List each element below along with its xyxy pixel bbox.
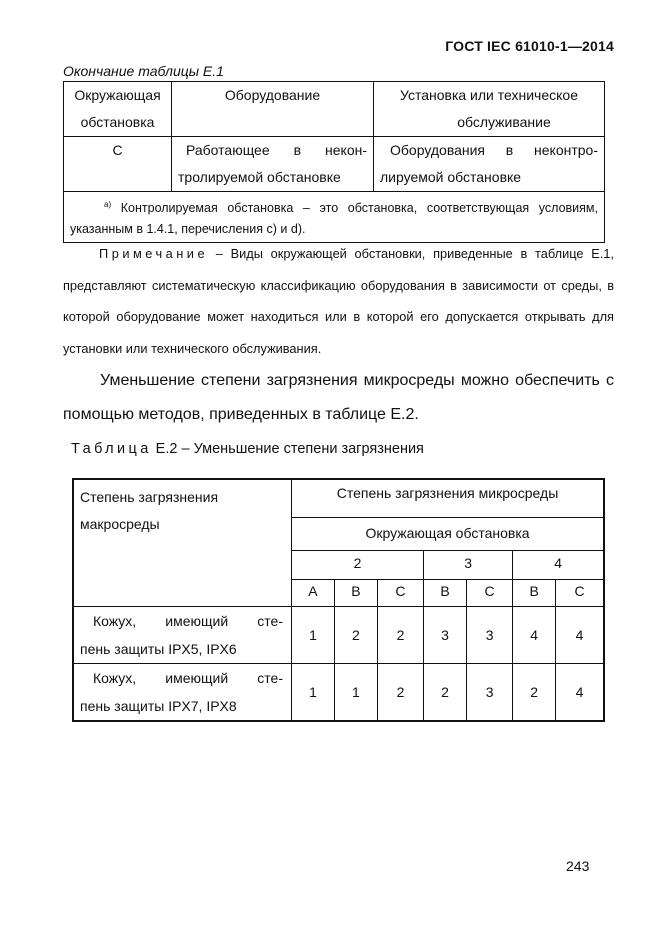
note-text: – Виды окружающей обстановки, приведенные в таблице Е.1, представляют систематическую классификацию оборудования в зависимости от среды, в которой оборудование может находиться или в которой его допускается открывать для установки или технического обслуживания. (63, 246, 614, 356)
table-e1-footnote-row (64, 192, 605, 243)
table-e2-env-col: В (513, 580, 556, 607)
table-e1-header-row (64, 82, 605, 137)
table-e1-footnote (64, 192, 605, 243)
table-e2-cell: 3 (467, 664, 513, 722)
header-text: Оборудование (224, 87, 321, 103)
header-text: Окружающая (74, 87, 161, 103)
table-e2-cell: 1 (292, 607, 335, 664)
table-e2-cell: 1 (334, 664, 377, 722)
row-label-text: пень защиты IPX7, IPX8 (80, 698, 237, 714)
table-e2-header-macro: Степень загрязнения макросреды (73, 479, 292, 607)
table-row (64, 137, 605, 192)
table-row (73, 664, 604, 722)
table-e2 (72, 478, 605, 722)
table-e2-env-col: С (556, 580, 604, 607)
table-e2-cell: 2 (424, 664, 467, 722)
table-e2-row-label (73, 607, 292, 664)
table-e2-env-col: А (292, 580, 335, 607)
table-e2-env-col: В (334, 580, 377, 607)
table-e2-env-col: С (467, 580, 513, 607)
table-e2-level: 4 (513, 551, 604, 580)
footnote-text: Контролируемая обстановка – это обстановка, соответствующая условиям, указанным в 1.4.1, перечисления с) и d). (70, 201, 598, 236)
table-e1-header-installation (374, 82, 605, 137)
table-e2-cell: 1 (292, 664, 335, 722)
table-e2-caption (71, 441, 424, 457)
cell-text: лируемой обстановке (380, 169, 522, 185)
header-text: обстановка (80, 114, 155, 130)
table-e2-header-row-1 (73, 479, 604, 518)
cell-text: Оборудования в неконтро- (390, 142, 598, 158)
table-e1-cell-equipment (172, 137, 374, 192)
table-e2-caption-title: Е.2 – Уменьшение степени загрязнения (151, 441, 424, 457)
table-e2-env-col: В (424, 580, 467, 607)
table-e2-cell: 2 (377, 664, 423, 722)
table-e2-env-col: С (377, 580, 423, 607)
note-label: Примечание (99, 246, 209, 261)
table-e2-caption-label: Таблица (71, 441, 152, 457)
table-e1-header-environment (64, 82, 172, 137)
table-row (73, 607, 604, 664)
table-e2-cell: 2 (377, 607, 423, 664)
footnote-marker: а) (104, 200, 112, 209)
table-e2-header-environment: Окружающая обстановка (292, 518, 605, 551)
body-paragraph (63, 364, 614, 432)
cell-text: тролируемой обстановке (178, 169, 341, 185)
table-e2-level: 3 (424, 551, 513, 580)
page-number: 243 (566, 858, 590, 874)
table-e2-cell: 3 (467, 607, 513, 664)
table-e1-end (63, 81, 605, 243)
table-e2-cell: 3 (424, 607, 467, 664)
table-e1-continuation-caption: Окончание таблицы Е.1 (63, 63, 224, 79)
row-label-text: Кожух, имеющий сте- (93, 613, 283, 629)
table-e2-cell: 2 (513, 664, 556, 722)
table-e1-header-equipment (172, 82, 374, 137)
table-e1-cell-installation (374, 137, 605, 192)
row-label-text: пень защиты IPX5, IPX6 (80, 641, 237, 657)
note-block (63, 238, 614, 364)
header-text: обслуживание (457, 114, 551, 130)
table-e1-cell-environment (64, 137, 172, 192)
table-e2-cell: 4 (556, 607, 604, 664)
standard-code: ГОСТ IEC 61010-1—2014 (445, 38, 614, 54)
table-e2-level: 2 (292, 551, 424, 580)
row-label-text: Кожух, имеющий сте- (93, 670, 283, 686)
table-e2-cell: 4 (513, 607, 556, 664)
cell-text: С (112, 142, 123, 158)
cell-text: Работающее в некон- (186, 142, 367, 158)
table-e2-header-micro: Степень загрязнения микросреды (292, 479, 605, 518)
paragraph-text: Уменьшение степени загрязнения микросреды можно обеспечить с помощью методов, приведенных в таблице Е.2. (63, 372, 614, 423)
table-e2-cell: 2 (334, 607, 377, 664)
table-e2-cell: 4 (556, 664, 604, 722)
table-e2-row-label (73, 664, 292, 722)
header-text: Установка или техническое (400, 87, 578, 103)
